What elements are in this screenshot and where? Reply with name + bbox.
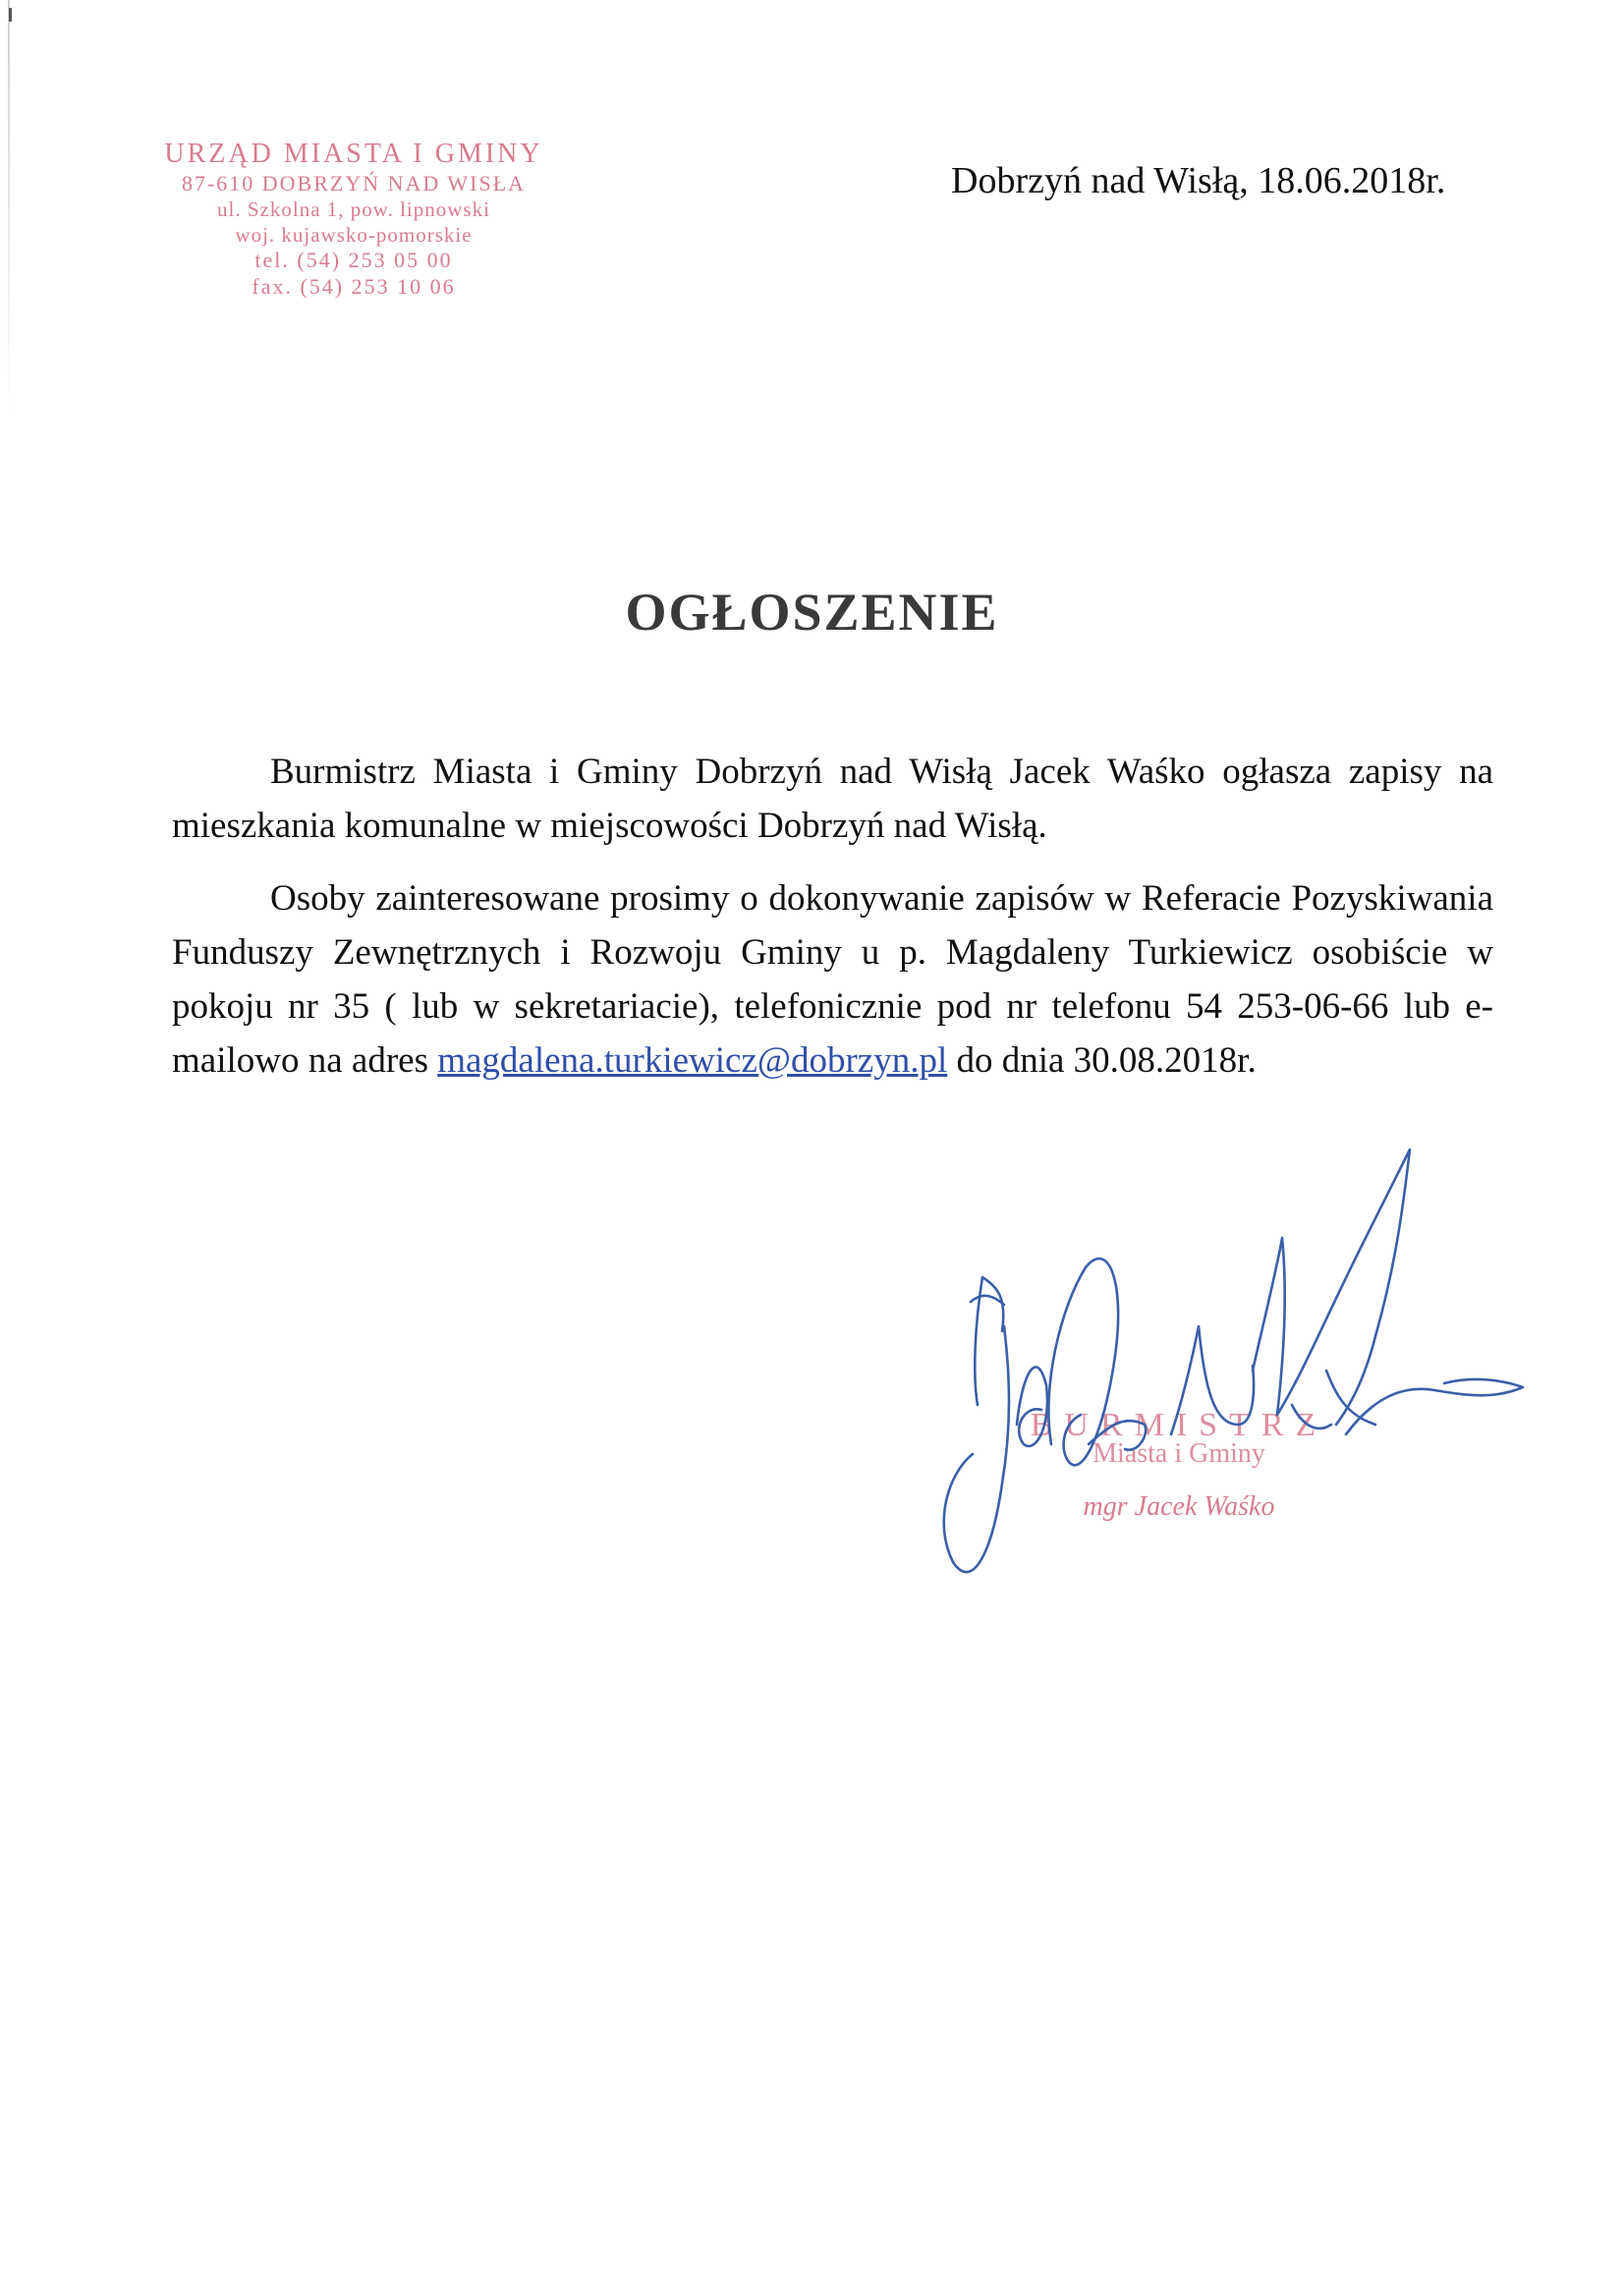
document-title: OGŁOSZENIE (625, 583, 999, 642)
stamp-phone: tel. (54) 253 05 00 (254, 248, 453, 273)
document-body (172, 745, 1493, 1106)
deadline-text: do dnia 30.08.2018r. (947, 1040, 1257, 1081)
paragraph-announcement: Burmistrz Miasta i Gminy Dobrzyń nad Wisłą Jacek Waśko ogłasza zapisy na mieszkania komunalne w miejscowości Dobrzyń nad Wisłą. (172, 752, 1493, 846)
scan-mark (9, 8, 12, 22)
stamp-street-county: ul. Szkolna 1, pow. lipnowski (217, 196, 490, 221)
stamp-signatory-name: mgr Jacek Waśko (1083, 1491, 1275, 1522)
email-link[interactable]: magdalena.turkiewicz@dobrzyn.pl (437, 1040, 948, 1081)
office-header-stamp (147, 138, 560, 301)
handwritten-signature (914, 1130, 1562, 1680)
registration-text: Osoby zainteresowane prosimy o dokonywanie zapisów w Referacie Pozyskiwania Funduszy Zewnętrznych i Rozwoju Gminy u p. Magdaleny Turkiewicz osobiście w pokoju nr 35 ( lub w sekretariacie), telefonicznie pod nr telefonu 54 253-06-66 lub e-mailowo na adres (172, 878, 1493, 1081)
scan-edge (8, 0, 10, 413)
stamp-postal-city: 87-610 DOBRZYŃ NAD WISŁA (181, 171, 527, 196)
stamp-role: BURMISTRZ (1030, 1407, 1328, 1443)
paragraph-registration (172, 871, 1493, 1088)
stamp-office-name: URZĄD MIASTA I GMINY (164, 139, 543, 169)
stamp-voivodeship: woj. kujawsko-pomorskie (235, 222, 473, 247)
document-date: Dobrzyń nad Wisłą, 18.06.2018r. (951, 160, 1446, 201)
stamp-org: Miasta i Gminy (1092, 1438, 1265, 1469)
stamp-fax: fax. (54) 253 10 06 (252, 274, 456, 300)
